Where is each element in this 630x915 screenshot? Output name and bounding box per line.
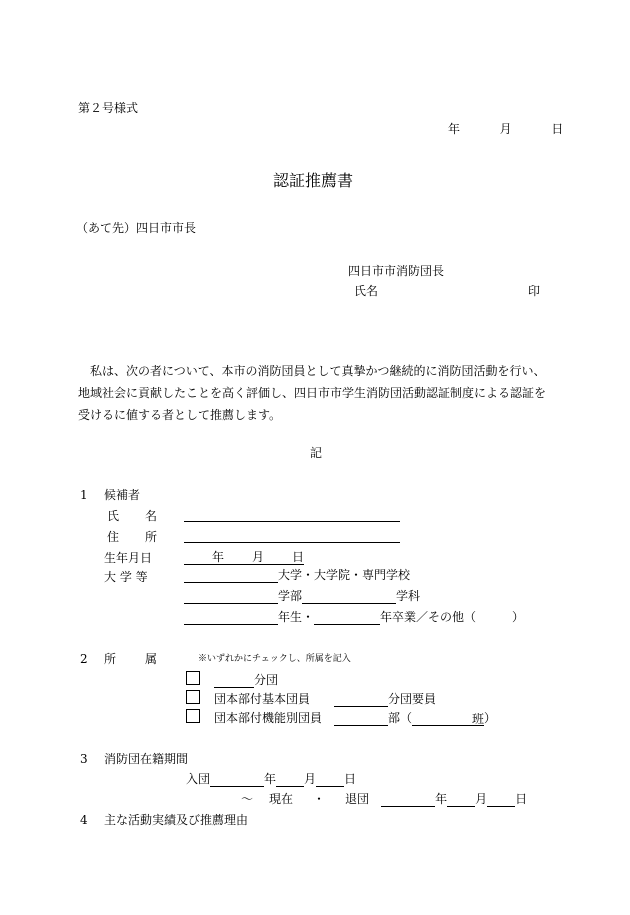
separator-dot: ・ bbox=[313, 792, 326, 806]
grade-close-paren: ） bbox=[512, 610, 525, 624]
branch-label: 分団 bbox=[254, 673, 279, 687]
university-row bbox=[184, 567, 410, 583]
name-label-left: 氏 bbox=[107, 509, 120, 523]
ki-heading: 記 bbox=[310, 446, 323, 460]
dob-field[interactable] bbox=[184, 548, 304, 569]
hq-functional-close: ） bbox=[484, 711, 497, 725]
hq-basic-label: 団本部付基本団員 bbox=[214, 692, 311, 706]
leave-year-field[interactable] bbox=[381, 792, 435, 807]
faculty-field[interactable] bbox=[184, 589, 278, 604]
form-number: 第２号様式 bbox=[78, 101, 139, 115]
leave-year-label: 年 bbox=[435, 792, 448, 806]
name-label-right: 名 bbox=[145, 509, 158, 523]
faculty-label: 学部 bbox=[278, 589, 303, 603]
date-year: 年 bbox=[448, 122, 461, 136]
department-label: 学科 bbox=[396, 589, 421, 603]
join-label: 入団 bbox=[186, 772, 211, 786]
tilde: 〜 bbox=[241, 792, 254, 806]
affiliation-note: ※いずれかにチェックし、所属を記入 bbox=[198, 654, 351, 664]
checkbox-branch[interactable] bbox=[186, 671, 200, 685]
university-types: 大学・大学院・専門学校 bbox=[278, 568, 411, 582]
join-year-field[interactable] bbox=[210, 772, 264, 787]
leave-row bbox=[241, 791, 527, 807]
affiliation-option-3 bbox=[186, 709, 496, 726]
section3-number: 3 bbox=[80, 752, 88, 766]
join-month-label: 月 bbox=[304, 772, 317, 786]
join-day-label: 日 bbox=[344, 772, 357, 786]
affiliation-option-1 bbox=[186, 671, 278, 688]
university-name-field[interactable] bbox=[184, 568, 278, 583]
section4-heading: 主な活動実績及び推薦理由 bbox=[104, 813, 249, 827]
leave-day-field[interactable] bbox=[487, 792, 515, 807]
document-title: 認証推薦書 bbox=[273, 171, 354, 190]
affiliation-option-2 bbox=[186, 690, 436, 707]
date-line bbox=[448, 121, 563, 137]
current-label: 現在 bbox=[269, 792, 294, 806]
section1-heading: 候補者 bbox=[104, 488, 141, 502]
date-month: 月 bbox=[499, 122, 512, 136]
hq-functional-mid: 部（ bbox=[388, 711, 413, 725]
join-row bbox=[186, 771, 356, 787]
leave-label: 退団 bbox=[345, 792, 370, 806]
hq-functional-label: 団本部付機能別団員 bbox=[214, 711, 323, 725]
date-day: 日 bbox=[551, 122, 564, 136]
join-month-field[interactable] bbox=[276, 772, 304, 787]
dob-label: 生年月日 bbox=[104, 551, 153, 565]
address-field[interactable] bbox=[184, 527, 400, 543]
graduation-label: 年卒業／その他（ bbox=[380, 610, 477, 624]
dob-year: 年 bbox=[212, 550, 225, 564]
checkbox-hq-basic[interactable] bbox=[186, 690, 200, 704]
leave-day-label: 日 bbox=[515, 792, 528, 806]
name-field[interactable] bbox=[184, 506, 400, 522]
section4-number: 4 bbox=[80, 813, 88, 827]
section1-number: 1 bbox=[80, 488, 88, 502]
faculty-row bbox=[184, 588, 420, 604]
leave-month-label: 月 bbox=[475, 792, 488, 806]
sender-name-label: 氏名 bbox=[354, 284, 379, 298]
address-label-left: 住 bbox=[107, 530, 120, 544]
address-label-right: 所 bbox=[145, 530, 158, 544]
university-label: 大 学 等 bbox=[104, 570, 148, 584]
hq-functional-dept-field[interactable] bbox=[334, 711, 388, 726]
grade-field[interactable] bbox=[184, 610, 278, 625]
hq-basic-suffix: 分団要員 bbox=[388, 692, 437, 706]
department-field[interactable] bbox=[302, 589, 396, 604]
graduation-year-field[interactable] bbox=[314, 610, 380, 625]
join-year-label: 年 bbox=[264, 772, 277, 786]
sender-org: 四日市市消防団長 bbox=[348, 264, 445, 278]
leave-month-field[interactable] bbox=[447, 792, 475, 807]
dob-day: 日 bbox=[292, 550, 305, 564]
hq-functional-squad-field[interactable] bbox=[412, 711, 484, 726]
seal-mark: 印 bbox=[528, 284, 541, 298]
squad-label: 班 bbox=[472, 712, 485, 726]
dob-month: 月 bbox=[252, 550, 265, 564]
recommendation-paragraph bbox=[78, 360, 548, 426]
hq-basic-branch-field[interactable] bbox=[334, 692, 388, 707]
section3-heading: 消防団在籍期間 bbox=[104, 752, 189, 766]
addressee: （あて先）四日市市長 bbox=[76, 221, 197, 235]
section2-heading-left: 所 bbox=[104, 652, 117, 666]
join-day-field[interactable] bbox=[316, 772, 344, 787]
paragraph-text: 私は、次の者について、本市の消防団員として真摯かつ継続的に消防団活動を行い、地域社会に貢献したことを高く評価し、四日市市学生消防団活動認証制度による認証を受けるに値する者として推薦します。 bbox=[78, 364, 547, 422]
grade-label: 年生・ bbox=[278, 610, 315, 624]
branch-number-field[interactable] bbox=[214, 673, 254, 688]
grade-row bbox=[184, 609, 524, 625]
section2-number: 2 bbox=[80, 652, 88, 666]
checkbox-hq-functional[interactable] bbox=[186, 709, 200, 723]
section2-heading-right: 属 bbox=[145, 652, 158, 666]
